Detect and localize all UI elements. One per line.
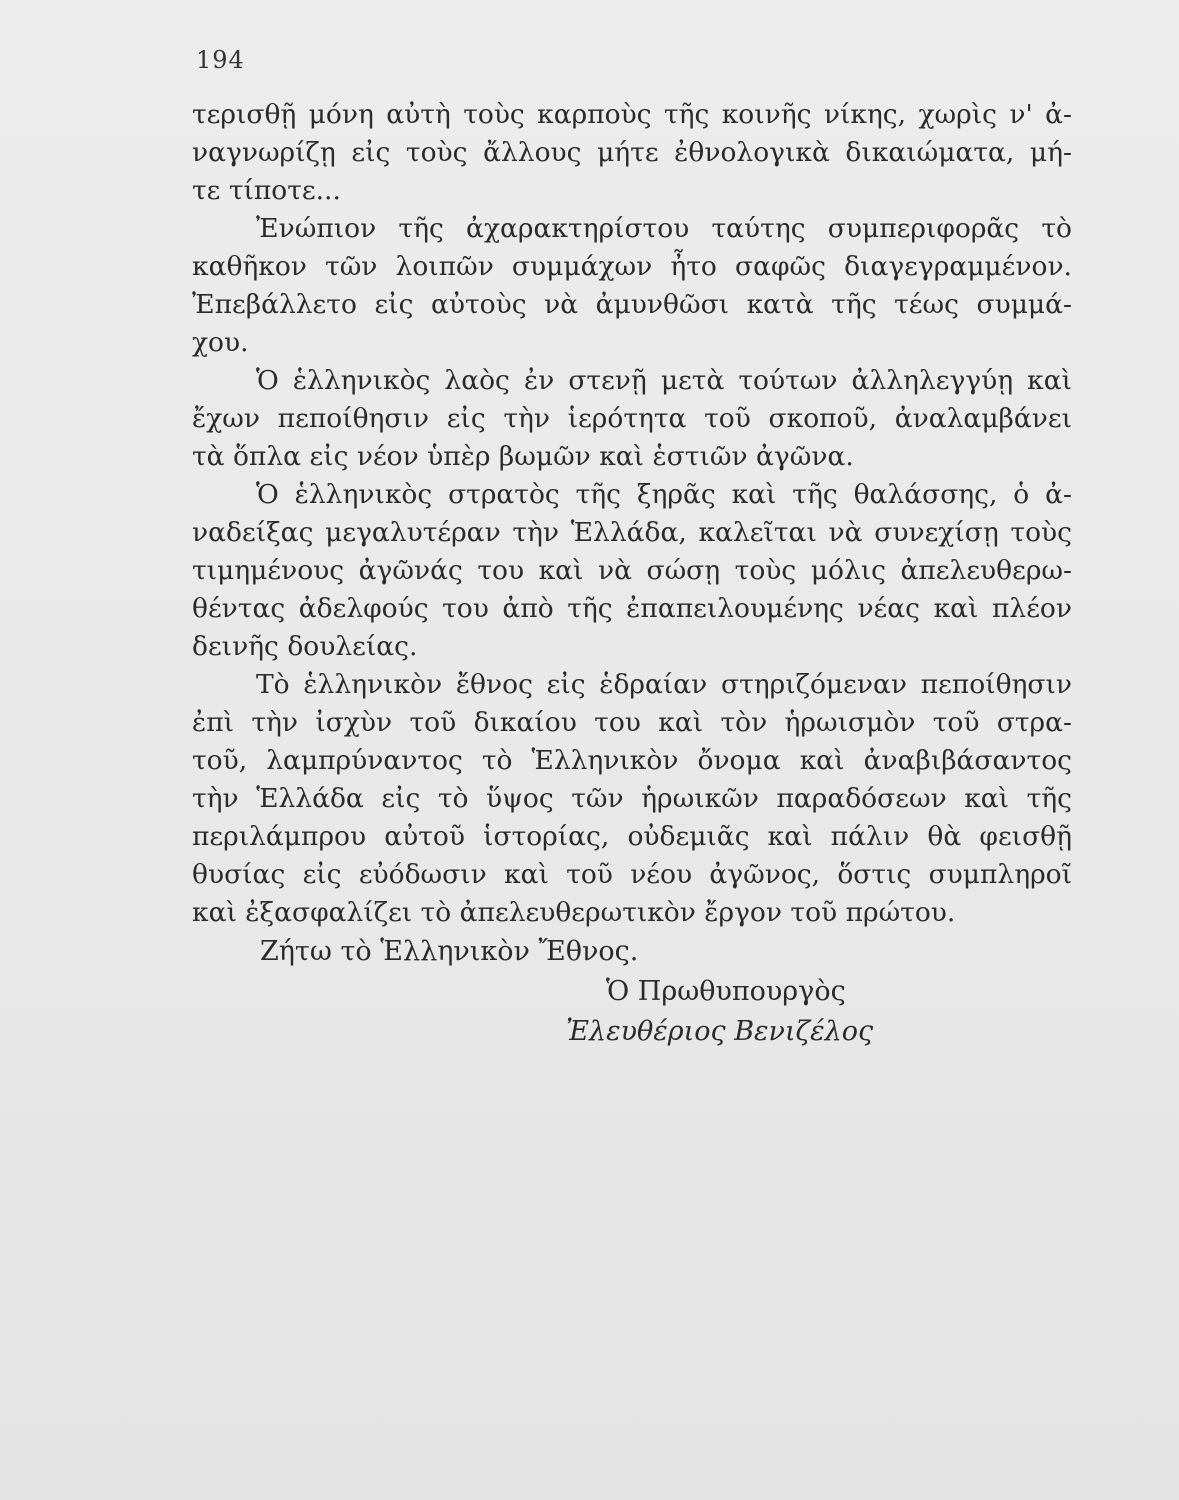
text-line: τὴν Ἑλλάδα εἰς τὸ ὕψος τῶν ἡρωικῶν παραδόσεων καὶ τῆς	[192, 783, 1072, 814]
text-line: ναγνωρίζῃ εἰς τοὺς ἄλλους μήτε ἐθνολογικὰ δικαιώματα, μή-	[192, 137, 1072, 168]
text-line: χου.	[192, 327, 249, 358]
signatory-title: Ὁ Πρωθυπουργὸς	[606, 976, 846, 1007]
text-line: θέντας ἀδελφούς του ἀπὸ τῆς ἐπαπειλουμένης νέας καὶ πλέον	[192, 593, 1072, 624]
text-line: θυσίας εἰς εὐόδωσιν καὶ τοῦ νέου ἀγῶνος, ὅστις συμπληροῖ	[192, 859, 1072, 890]
text-line: Ὁ ἑλληνικὸς λαὸς ἐν στενῇ μετὰ τούτων ἀλληλεγγύῃ καὶ	[256, 365, 1072, 396]
text-line: καὶ ἐξασφαλίζει τὸ ἀπελευθερωτικὸν ἔργον τοῦ πρώτου.	[192, 897, 956, 928]
text-line: δεινῆς δουλείας.	[192, 631, 418, 662]
text-line: Τὸ ἑλληνικὸν ἔθνος εἰς ἑδραίαν στηριζόμεναν πεποίθησιν	[256, 669, 1072, 700]
text-line: Ἐνώπιον τῆς ἀχαρακτηρίστου ταύτης συμπεριφορᾶς τὸ	[256, 213, 1072, 244]
text-line: ἔχων πεποίθησιν εἰς τὴν ἱερότητα τοῦ σκοποῦ, ἀναλαμβάνει	[192, 403, 1072, 434]
text-line: ἐπὶ τὴν ἰσχὺν τοῦ δικαίου του καὶ τὸν ἡρωισμὸν τοῦ στρα-	[192, 707, 1072, 738]
text-line: περιλάμπρου αὐτοῦ ἱστορίας, οὐδεμιᾶς καὶ πάλιν θὰ φεισθῇ	[192, 821, 1072, 852]
text-line: τε τίποτε...	[192, 175, 341, 206]
text-line: τοῦ, λαμπρύναντος τὸ Ἑλληνικὸν ὄνομα καὶ ἀναβιβάσαντος	[192, 745, 1072, 776]
text-line: τιμημένους ἀγῶνάς του καὶ νὰ σώσῃ τοὺς μόλις ἀπελευθερω-	[192, 555, 1072, 586]
body-text	[192, 96, 1072, 1052]
text-line: καθῆκον τῶν λοιπῶν συμμάχων ἦτο σαφῶς διαγεγραμμένον.	[192, 251, 1072, 282]
signatory-name: Ἐλευθέριος Βενιζέλος	[566, 1016, 874, 1047]
text-line: Ἐπεβάλλετο εἰς αὐτοὺς νὰ ἀμυνθῶσι κατὰ τῆς τέως συμμά-	[192, 289, 1072, 320]
text-line: τὰ ὅπλα εἰς νέον ὑπὲρ βωμῶν καὶ ἑστιῶν ἀγῶνα.	[192, 441, 854, 472]
text-line: ναδείξας μεγαλυτέραν τὴν Ἑλλάδα, καλεῖται νὰ συνεχίσῃ τοὺς	[192, 517, 1072, 548]
closing-salute: Ζήτω τὸ Ἑλληνικὸν Ἔθνος.	[260, 936, 639, 967]
text-line: Ὁ ἑλληνικὸς στρατὸς τῆς ξηρᾶς καὶ τῆς θαλάσσης, ὁ ἀ-	[256, 479, 1072, 510]
text-line: τερισθῇ μόνη αὐτὴ τοὺς καρποὺς τῆς κοινῆς νίκης, χωρὶς ν' ἀ-	[192, 99, 1072, 130]
page-number: 194	[196, 46, 245, 74]
